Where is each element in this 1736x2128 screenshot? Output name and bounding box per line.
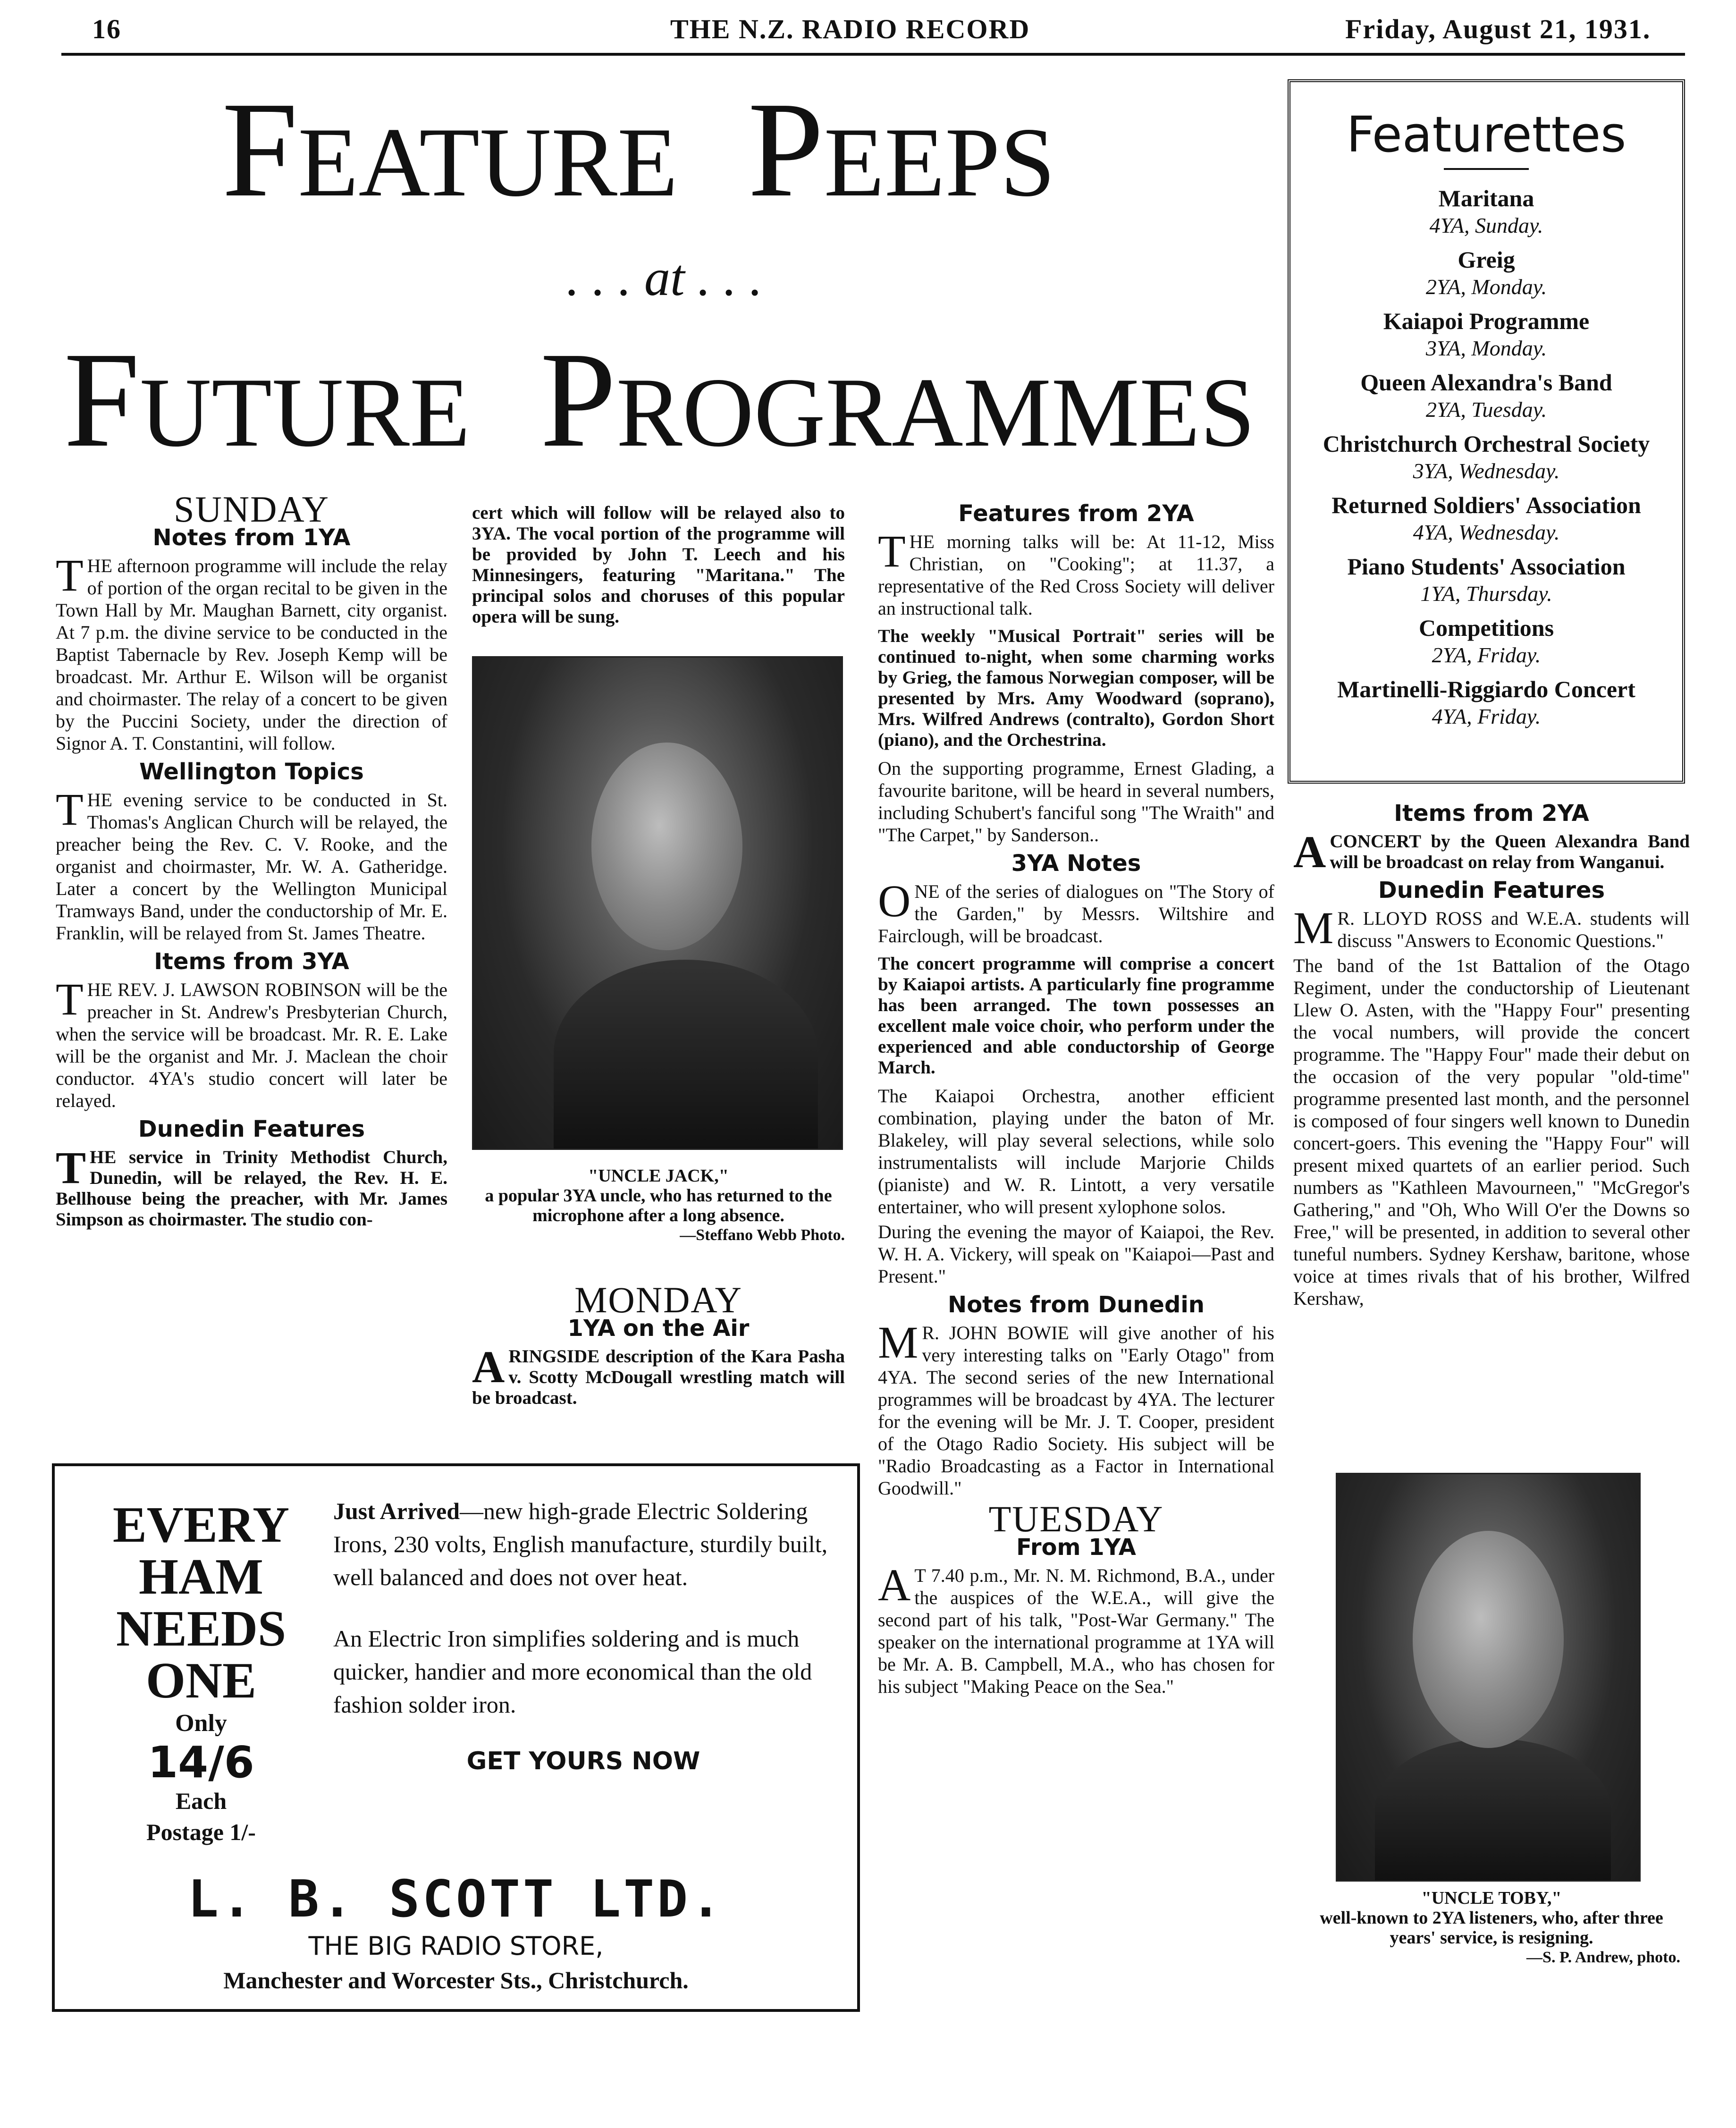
article-text: A T 7.40 p.m., Mr. N. M. Richmond, B.A., under the auspices of the W.E.A., will give the second part of his talk, "Post-War Germany." The speaker on the international programme at 1YA will be Mr. A. B. Campbell, M.A., who has chosen for his subject "Making Peace on the Sea." — [878, 1560, 1274, 1697]
ad-needs: NEEDS — [116, 1601, 287, 1657]
column-2 — [472, 503, 845, 634]
section-heading: Dunedin Features — [138, 1116, 365, 1142]
article-text: The Kaiapoi Orchestra, another efficient combination, playing under the baton of Mr. Blakeley, will play several selections, while solo instrumentalists will include Marjorie Childs (pianiste) and W. R. Lintott, a very versatile entertainer, who will present xylophone solos. — [878, 1085, 1274, 1217]
caption-text: well-known to 2YA listeners, who, after three years' service, is resigning. — [1320, 1908, 1663, 1948]
featurette-name: Greig — [1458, 246, 1515, 273]
featurette-name: Christchurch Orchestral Society — [1323, 431, 1650, 457]
article-text: THE REV. J. LAWSON ROBINSON will be the preacher in St. Andrew's Presbyterian Church, when the service will be broadcast. Mr. R. E. Lake will be the organist and Mr. J. Maclean the choir conductor. 4YA's studio concert will later be relayed. — [56, 974, 447, 1111]
day-heading-tuesday: TUESDAY — [988, 1498, 1164, 1539]
column-sunday — [56, 489, 447, 1237]
section-heading: Notes from 1YA — [152, 524, 351, 551]
article-text-bold: The concert programme will comprise a concert by Kaiapoi artists. A particularly fine programme has been arranged. The town possesses an excellent male voice choir, who perform under the experienced and able conductorship of George March. — [878, 954, 1274, 1078]
section-heading: Items from 2YA — [1394, 800, 1589, 827]
featurette-name: Competitions — [1418, 615, 1554, 641]
column-3 — [878, 498, 1274, 1700]
featurette-name: Piano Students' Association — [1347, 553, 1626, 580]
issue-date: Friday, August 21, 1931. — [1345, 14, 1651, 44]
uncle-toby-caption — [1303, 1888, 1680, 1968]
featurette-item — [1290, 491, 1682, 546]
ad-ham: HAM — [139, 1549, 263, 1605]
featurette-item — [1290, 675, 1682, 730]
featurette-name: Queen Alexandra's Band — [1360, 369, 1612, 396]
article-text: cert which will follow will be relayed also to 3YA. The vocal portion of the programme will be provided by John T. Leech and his Minnesingers, featuring "Maritana." The principal solos and choruses of this popular opera will be sung. — [472, 503, 845, 627]
article-text: ARINGSIDE description of the Kara Pasha v. Scotty McDougall wrestling match will be broadcast. — [472, 1342, 845, 1408]
featurette-station: 1YA, Thursday. — [1420, 582, 1552, 606]
photo-credit: —Steffano Webb Photo. — [680, 1226, 845, 1244]
title-at: . . . at . . . — [566, 249, 763, 306]
ad-cta: GET YOURS NOW — [466, 1747, 700, 1775]
article-text: The band of the 1st Battalion of the Otago Regiment, under the conductorship of Lieutenant Llew O. Asten, with the "Happy Four" presenting the vocal numbers, will provide the concert programme. The "Happy Four" made their debut on the occasion of the very popular "old-time" programme presented last month, and the personnel is composed of four singers well known to Dunedin concert-goers. This evening the "Happy Four" will present mixed quartets of an earlier period. Such numbers as "Kathleen Mavourneen," "McGregor's Gathering," and "Oh, Who Will O'er the Downs so Free," will be presented, in addition to several other tuneful numbers. Sydney Kershaw, baritone, whose voice at times rivals that of his brother, Wilfred Kershaw, — [1293, 955, 1690, 1309]
ad-body — [333, 1495, 834, 1778]
featurette-station: 4YA, Friday. — [1432, 704, 1541, 728]
featurette-item — [1290, 245, 1682, 300]
article-text: M R. JOHN BOWIE will give another of his very interesting talks on "Early Otago" from 4YA. The second series of the new International programmes will be broadcast by 4YA. The lecturer for the evening will be Mr. J. T. Cooper, president of the Otago Radio Society. His subject will be "Radio Broadcasting as a Factor in International Goodwill." — [878, 1317, 1274, 1499]
article-text: During the evening the mayor of Kaiapoi, the Rev. W. H. A. Vickery, will speak on "Kaiapoi—Past and Present." — [878, 1221, 1274, 1287]
ad-para2: An Electric Iron simplifies soldering and is much quicker, handier and more economical than the old fashion solder iron. — [333, 1625, 812, 1718]
caption-title: "UNCLE JACK," — [588, 1166, 729, 1186]
section-heading: 1YA on the Air — [567, 1315, 750, 1342]
header-rule — [61, 53, 1685, 56]
featurette-station: 2YA, Tuesday. — [1425, 397, 1547, 422]
page-number: 16 — [92, 14, 121, 44]
publication-name: THE N.Z. RADIO RECORD — [670, 14, 1030, 44]
ad-left-panel — [69, 1499, 333, 1848]
article-text-bold: The weekly "Musical Portrait" series will be continued to-night, when some charming works by Grieg, the famous Norwegian composer, will be presented by Mrs. Amy Woodward (soprano), Mrs. Wilfred Andrews (contralto), Gordon Short (piano), and the Orchestrina. — [878, 626, 1274, 750]
column-4 — [1293, 802, 1690, 1312]
section-heading: 3YA Notes — [1011, 850, 1141, 877]
section-heading: Dunedin Features — [1378, 877, 1605, 904]
featurette-name: Kaiapoi Programme — [1383, 308, 1590, 334]
title-feature-peeps: FEATURE PEEPS — [222, 74, 1055, 225]
featurette-item — [1290, 368, 1682, 423]
featurette-station: 2YA, Monday. — [1425, 275, 1547, 299]
featurettes-divider — [1444, 168, 1529, 170]
featurette-station: 3YA, Monday. — [1425, 336, 1547, 360]
featurettes-box — [1288, 79, 1685, 784]
ad-every: EVERY — [112, 1497, 290, 1553]
article-text: ONE of the series of dialogues on "The Story of the Garden," by Messrs. Wiltshire and Fairclough, will be broadcast. — [878, 876, 1274, 946]
uncle-toby-photo — [1336, 1473, 1641, 1882]
featurette-item — [1290, 552, 1682, 607]
ad-para1: —new high-grade Electric Soldering Irons, 230 volts, English manufacture, sturdily built, well balanced and does not over heat. — [333, 1498, 828, 1590]
day-heading-monday: MONDAY — [574, 1279, 742, 1320]
caption-title: "UNCLE TOBY," — [1421, 1888, 1562, 1908]
scott-advertisement — [52, 1463, 860, 2012]
article-text: M R. LLOYD ROSS and W.E.A. students will discuss "Answers to Economic Questions." — [1293, 903, 1690, 953]
ad-address: Manchester and Worcester Sts., Christchurch. — [223, 1967, 689, 1993]
column-monday — [472, 1279, 845, 1415]
featurette-name: Returned Soldiers' Association — [1331, 492, 1641, 518]
section-heading: From 1YA — [1016, 1534, 1136, 1561]
uncle-jack-photo — [472, 656, 843, 1150]
section-heading: Notes from Dunedin — [948, 1292, 1205, 1318]
ad-one: ONE — [145, 1653, 257, 1709]
featurette-item — [1290, 307, 1682, 362]
featurettes-title: Featurettes — [1346, 106, 1626, 163]
featurette-item — [1290, 614, 1682, 668]
featurette-station: 3YA, Wednesday. — [1413, 459, 1560, 483]
featurette-station: 2YA, Friday. — [1432, 643, 1541, 667]
ad-postage: Postage 1/- — [146, 1819, 256, 1845]
section-heading: Features from 2YA — [958, 500, 1194, 527]
ad-only: Only — [175, 1710, 227, 1737]
featurette-name: Maritana — [1438, 185, 1534, 211]
section-heading: Wellington Topics — [139, 759, 364, 785]
ad-company: L. B. SCOTT LTD. — [187, 1870, 725, 1929]
ad-price: 14/6 — [148, 1737, 254, 1788]
featurette-station: 4YA, Sunday. — [1429, 213, 1543, 237]
caption-text: a popular 3YA uncle, who has returned to the microphone after a long absence. — [485, 1186, 832, 1225]
article-text: ACONCERT by the Queen Alexandra Band will be broadcast on relay from Wanganui. — [1293, 827, 1690, 877]
featurette-item — [1290, 430, 1682, 484]
article-text: THE evening service to be conducted in St. Thomas's Anglican Church will be relayed, the preacher being the Rev. C. V. Rooke, and the organist and choirmaster, Mr. W. A. Gatheridge. Later a concert by the Wellington Municipal Tramways Band, under the conductorship of Mr. E. Franklin, will be relayed from St. James Theatre. — [56, 784, 447, 944]
photo-credit: —S. P. Andrew, photo. — [1526, 1949, 1680, 1966]
featurette-item — [1290, 184, 1682, 239]
article-text: On the supporting programme, Ernest Glading, a favourite baritone, will be heard in several numbers, including Schubert's fanciful song "The Wraith" and "The Carpet," by Sanderson.. — [878, 758, 1274, 845]
title-future-programmes: FUTURE PROGRAMMES — [64, 324, 1256, 475]
article-text: THE morning talks will be: At 11-12, Miss Christian, on "Cooking"; at 11.37, a representative of the Red Cross Society will deliver an instructional talk. — [878, 526, 1274, 619]
uncle-jack-caption — [472, 1166, 845, 1245]
day-heading-sunday: SUNDAY — [174, 489, 329, 530]
ad-each: Each — [175, 1788, 227, 1814]
article-text: THE service in Trinity Methodist Church, Dunedin, will be relayed, the Rev. H. E. Bellhouse being the preacher, with Mr. James Simpson as choirmaster. The studio con- — [56, 1142, 447, 1230]
featurette-name: Martinelli-Riggiardo Concert — [1337, 676, 1635, 702]
ad-tagline: THE BIG RADIO STORE, — [308, 1931, 604, 1961]
section-heading: Items from 3YA — [154, 948, 349, 975]
ad-lead: Just Arrived — [333, 1498, 460, 1524]
featurette-station: 4YA, Wednesday. — [1413, 520, 1560, 544]
featurettes-list — [1290, 184, 1682, 730]
article-text: THE afternoon programme will include the relay of portion of the organ recital to be given in the Town Hall by Mr. Maughan Barnett, city organist. At 7 p.m. the divine service to be conducted in the Baptist Tabernacle by Rev. Joseph Kemp will be broadcast. Mr. Arthur E. Wilson will be organist and choirmaster. The relay of a concert to be given by the Puccini Society, under the direction of Signor A. T. Constantini, will follow. — [56, 550, 447, 754]
